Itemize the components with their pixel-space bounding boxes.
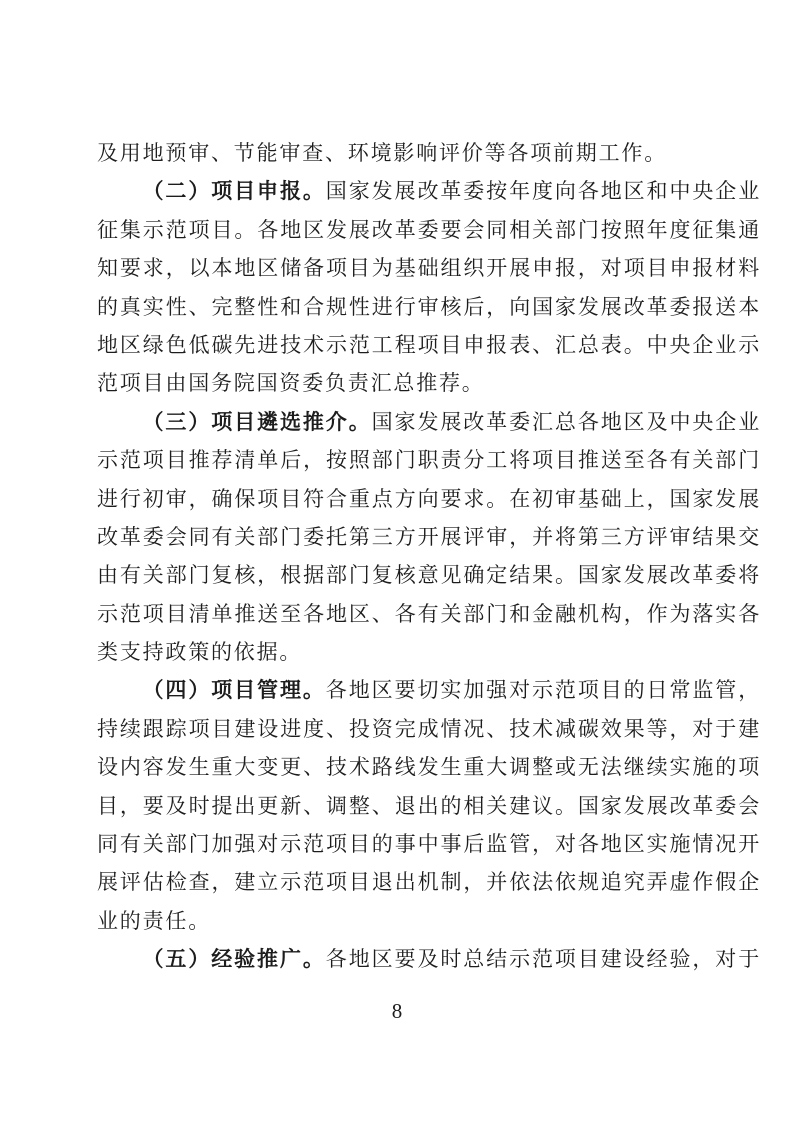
body-text: 展评估检查，建立示范项目退出机制，并依法依规追究弄虚作假企 <box>97 870 761 895</box>
body-text: 示范项目清单推送至各地区、各有关部门和金融机构，作为落实各 <box>97 601 761 626</box>
document-body <box>97 134 761 979</box>
text-line <box>97 825 761 863</box>
text-line <box>97 480 761 518</box>
text-line <box>97 940 761 978</box>
text-line <box>97 134 761 172</box>
body-text: 由有关部门复核，根据部门复核意见确定结果。国家发展改革委将 <box>97 563 761 588</box>
body-text: 目，要及时提出更新、调整、退出的相关建议。国家发展改革委会 <box>97 793 761 818</box>
body-text: 类支持政策的依据。 <box>97 640 303 665</box>
text-line <box>97 249 761 287</box>
text-line <box>97 441 761 479</box>
body-text: 国家发展改革委汇总各地区及中央企业 <box>371 409 762 434</box>
body-text: 范项目由国务院国资委负责汇总推荐。 <box>97 371 485 396</box>
text-line <box>97 172 761 210</box>
text-line <box>97 595 761 633</box>
text-line <box>97 403 761 441</box>
text-line <box>97 787 761 825</box>
text-line <box>97 748 761 786</box>
section-heading: （四）项目管理。 <box>142 678 326 703</box>
body-text: 示范项目推荐清单后，按照部门职责分工将项目推送至各有关部门 <box>97 448 761 473</box>
text-line <box>97 288 761 326</box>
body-text: 征集示范项目。各地区发展改革委要会同相关部门按照年度征集通 <box>97 217 761 242</box>
text-line <box>97 863 761 901</box>
body-text: 改革委会同有关部门委托第三方开展评审，并将第三方评审结果交 <box>97 524 761 549</box>
body-text: 国家发展改革委按年度向各地区和中央企业 <box>325 179 761 204</box>
section-heading: （二）项目申报。 <box>142 179 326 204</box>
body-text: 地区绿色低碳先进技术示范工程项目申报表、汇总表。中央企业示 <box>97 332 761 357</box>
text-line <box>97 364 761 402</box>
body-text: 同有关部门加强对示范项目的事中事后监管，对各地区实施情况开 <box>97 832 761 857</box>
body-text: 持续跟踪项目建设进度、投资完成情况、技术减碳效果等，对于建 <box>97 716 761 741</box>
body-text: 及用地预审、节能审查、环境影响评价等各项前期工作。 <box>97 141 667 165</box>
body-text: 各地区要及时总结示范项目建设经验，对于 <box>325 947 761 972</box>
body-text: 业的责任。 <box>97 908 211 933</box>
text-line <box>97 556 761 594</box>
text-line <box>97 710 761 748</box>
page-number: 8 <box>391 999 403 1023</box>
body-text: 知要求，以本地区储备项目为基础组织开展申报，对项目申报材料 <box>97 256 761 281</box>
body-text: 进行初审，确保项目符合重点方向要求。在初审基础上，国家发展 <box>97 486 761 511</box>
text-line <box>97 902 761 940</box>
text-line <box>97 211 761 249</box>
section-heading: （三）项目遴选推介。 <box>142 409 372 434</box>
body-text: 设内容发生重大变更、技术路线发生重大调整或无法继续实施的项 <box>97 755 761 780</box>
section-heading: （五）经验推广。 <box>142 947 326 972</box>
text-line <box>97 518 761 556</box>
text-line <box>97 326 761 364</box>
text-line <box>97 633 761 671</box>
body-text: 的真实性、完整性和合规性进行审核后，向国家发展改革委报送本 <box>97 294 761 319</box>
text-line <box>97 671 761 709</box>
body-text: 各地区要切实加强对示范项目的日常监管， <box>325 678 761 703</box>
